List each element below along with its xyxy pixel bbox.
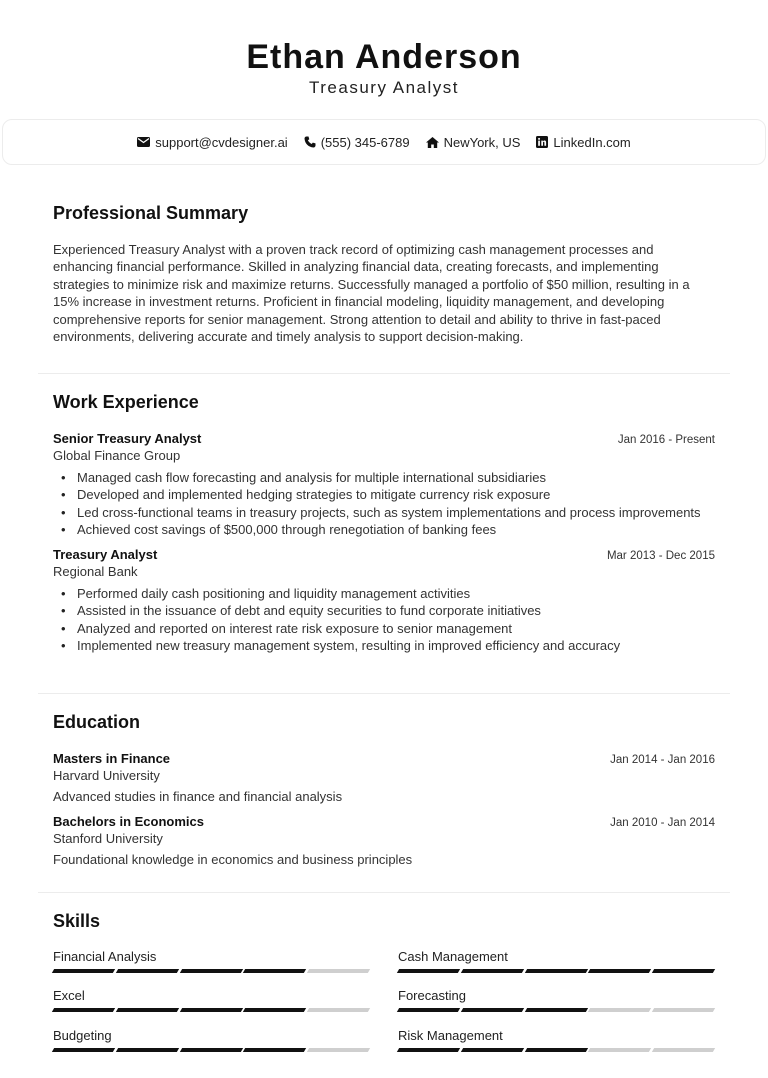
skill-level-segment — [524, 1048, 587, 1052]
skill-level-segment — [307, 1048, 370, 1052]
experience-section — [53, 392, 715, 654]
contact-location-text: NewYork, US — [443, 134, 521, 150]
job-title: Treasury Analyst — [53, 547, 158, 563]
job-dates: Jan 2016 - Present — [617, 434, 715, 446]
contact-phone[interactable] — [304, 135, 410, 150]
skill-level-segment — [116, 1048, 179, 1052]
job-bullet: • Implemented new treasury management system, resulting in improved efficiency and accuracy — [61, 637, 715, 654]
candidate-title: Treasury Analyst — [309, 78, 459, 97]
skill-level-segment — [116, 969, 179, 973]
skill-name: Excel — [53, 988, 85, 1003]
skill-level-segment — [524, 969, 587, 973]
summary-section — [53, 203, 715, 345]
skill-level-bar — [398, 1048, 714, 1052]
skill-level-segment — [461, 1008, 524, 1012]
degree-title: Bachelors in Economics — [53, 814, 204, 829]
education-entry — [53, 814, 715, 867]
experience-heading: Work Experience — [53, 392, 199, 412]
skill-level-segment — [461, 969, 524, 973]
linkedin-icon — [536, 136, 548, 148]
phone-icon — [304, 136, 316, 148]
summary-heading: Professional Summary — [53, 203, 249, 223]
education-description: Advanced studies in finance and financial analysis — [53, 789, 343, 804]
job-entry — [53, 547, 715, 654]
skill-level-segment — [116, 1008, 179, 1012]
skills-grid — [53, 932, 715, 1062]
contact-linkedin[interactable] — [536, 135, 630, 150]
education-heading: Education — [53, 712, 141, 732]
skill-level-bar — [53, 1008, 369, 1012]
job-dates: Mar 2013 - Dec 2015 — [606, 550, 715, 563]
education-entry — [53, 751, 715, 804]
skill-name: Budgeting — [53, 1028, 112, 1043]
education-description: Foundational knowledge in economics and business principles — [53, 852, 413, 867]
skill-item — [53, 1028, 369, 1052]
skills-section — [53, 911, 715, 1062]
skill-item — [53, 949, 369, 973]
skill-level-segment — [652, 969, 715, 973]
skill-name: Risk Management — [398, 1028, 503, 1043]
contact-email[interactable] — [137, 135, 287, 150]
skill-level-segment — [397, 1048, 460, 1052]
contact-phone-text: (555) 345-6789 — [320, 134, 410, 150]
skill-item — [398, 1028, 714, 1052]
education-section — [53, 712, 715, 867]
skill-level-segment — [179, 1048, 242, 1052]
skill-level-segment — [179, 1008, 242, 1012]
school-name: Stanford University — [53, 831, 163, 846]
skill-level-segment — [243, 969, 306, 973]
skill-level-bar — [53, 1048, 369, 1052]
school-name: Harvard University — [53, 768, 160, 783]
skill-level-segment — [588, 1048, 651, 1052]
skill-level-segment — [243, 1048, 306, 1052]
skills-heading: Skills — [53, 911, 101, 931]
skill-level-segment — [179, 969, 242, 973]
job-bullet: • Performed daily cash positioning and liquidity management activities — [61, 585, 715, 602]
job-bullet: • Achieved cost savings of $500,000 through renegotiation of banking fees — [61, 521, 715, 538]
job-bullets — [53, 585, 715, 654]
contact-location — [426, 135, 521, 150]
skill-item — [398, 988, 714, 1012]
skill-level-segment — [243, 1008, 306, 1012]
resume-header — [0, 0, 768, 118]
skill-name: Financial Analysis — [53, 949, 157, 964]
skill-level-segment — [52, 1008, 115, 1012]
skill-level-bar — [398, 969, 714, 973]
skill-level-bar — [53, 969, 369, 973]
skill-level-segment — [52, 1048, 115, 1052]
candidate-name: Ethan Anderson — [246, 38, 522, 76]
job-bullet: • Led cross-functional teams in treasury projects, such as system implementations and process improvements — [61, 504, 715, 521]
education-dates: Jan 2014 - Jan 2016 — [610, 754, 715, 766]
degree-title: Masters in Finance — [53, 751, 171, 766]
job-bullets — [53, 469, 715, 538]
job-bullet: • Developed and implemented hedging strategies to mitigate currency risk exposure — [61, 486, 715, 503]
skill-level-segment — [52, 969, 115, 973]
skill-level-segment — [588, 1008, 651, 1012]
skill-level-segment — [652, 1008, 715, 1012]
skill-level-segment — [461, 1048, 524, 1052]
job-company: Regional Bank — [53, 564, 138, 580]
envelope-icon — [137, 137, 150, 147]
section-divider — [38, 693, 730, 694]
skill-level-segment — [307, 1008, 370, 1012]
skill-name: Cash Management — [398, 949, 508, 964]
skill-level-segment — [524, 1008, 587, 1012]
job-bullet: • Analyzed and reported on interest rate risk exposure to senior management — [61, 620, 715, 637]
skill-level-segment — [588, 969, 651, 973]
job-bullet: • Assisted in the issuance of debt and equity securities to fund corporate initiatives — [61, 602, 715, 619]
skill-level-segment — [397, 1008, 460, 1012]
home-icon — [426, 137, 439, 148]
skill-item — [398, 949, 714, 973]
skill-level-segment — [307, 969, 370, 973]
job-bullet: • Managed cash flow forecasting and analysis for multiple international subsidiaries — [61, 469, 715, 486]
summary-text: Experienced Treasury Analyst with a proven track record of optimizing cash management processes and enhancing financial performance. Skilled in analyzing financial data, creating forecasts, and implementing strategies to minimize risk and maximize returns. Successfully managed a portfolio of $50 million, resulting in a 15% increase in investment returns. Proficient in financial modeling, liquidity management, and developing comprehensive reports for senior management. Strong attention to detail and ability to thrive in fast-paced environments, delivering accurate and timely analysis to support decision-making. — [53, 242, 690, 345]
job-title: Senior Treasury Analyst — [53, 431, 202, 446]
skill-item — [53, 988, 369, 1012]
education-dates: Jan 2010 - Jan 2014 — [610, 817, 715, 829]
job-company: Global Finance Group — [53, 448, 181, 463]
section-divider — [38, 373, 730, 374]
job-entry — [53, 431, 715, 538]
skill-level-bar — [398, 1008, 714, 1012]
contact-email-text: support@cvdesigner.ai — [155, 134, 288, 150]
skill-level-segment — [652, 1048, 715, 1052]
contact-bar — [2, 119, 766, 165]
skill-name: Forecasting — [398, 988, 466, 1003]
contact-linkedin-text: LinkedIn.com — [553, 134, 631, 150]
skill-level-segment — [397, 969, 460, 973]
section-divider — [38, 892, 730, 893]
